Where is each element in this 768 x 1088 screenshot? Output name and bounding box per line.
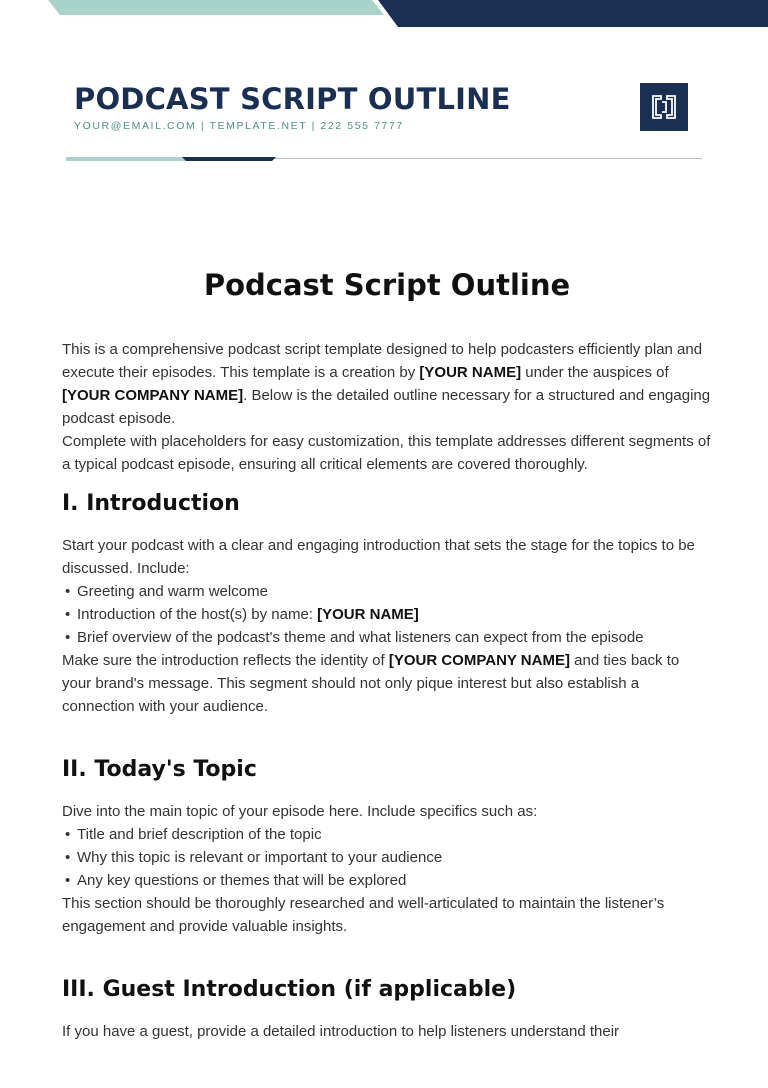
section-heading-introduction: I. Introduction bbox=[62, 491, 240, 516]
divider-teal-accent bbox=[66, 157, 188, 161]
intro-paragraph bbox=[62, 338, 712, 430]
document-body bbox=[62, 268, 712, 1043]
list-item: • Brief overview of the podcast's theme and what listeners can expect from the episode bbox=[62, 626, 712, 649]
divider-navy-accent bbox=[182, 157, 276, 161]
intro-paragraph-2: Complete with placeholders for easy customization, this template addresses different segments of a typical podcast episode, ensuring all critical elements are covered thoroughly. bbox=[62, 433, 711, 473]
document-title: Podcast Script Outline bbox=[203, 268, 571, 302]
section-closing: This section should be thoroughly researched and well-articulated to maintain the listener’s engagement and provide valuable insights. bbox=[62, 895, 665, 935]
logo-glyph-icon bbox=[650, 93, 678, 121]
bullet-list bbox=[62, 580, 712, 649]
teal-banner-stripe bbox=[48, 0, 384, 15]
list-item: • Any key questions or themes that will be explored bbox=[62, 869, 712, 892]
section-lead: If you have a guest, provide a detailed introduction to help listeners understand their bbox=[62, 1023, 620, 1040]
section-lead: Dive into the main topic of your episode here. Include specifics such as: bbox=[62, 803, 538, 820]
closing-text: Make sure the introduction reflects the identity of bbox=[62, 652, 389, 669]
section-heading-todays-topic: II. Today's Topic bbox=[62, 757, 257, 782]
list-item-text: Introduction of the host(s) by name: bbox=[77, 606, 318, 623]
top-decorative-banner bbox=[0, 0, 768, 28]
placeholder-company-name: [YOUR COMPANY NAME] bbox=[388, 652, 570, 669]
list-item: • Greeting and warm welcome bbox=[62, 580, 712, 603]
section-heading-guest-introduction: III. Guest Introduction (if applicable) bbox=[62, 977, 517, 1002]
placeholder-company-name: [YOUR COMPANY NAME] bbox=[62, 387, 244, 404]
contact-line: YOUR@EMAIL.COM | TEMPLATE.NET | 222 555 7777 bbox=[74, 120, 404, 132]
intro-text: This is a comprehensive podcast script template designed to help podcasters efficiently plan and execute their episodes. This template is a creation by bbox=[62, 341, 703, 381]
template-logo-icon bbox=[640, 83, 688, 131]
header-divider bbox=[66, 157, 702, 163]
navy-banner-stripe bbox=[378, 0, 768, 27]
placeholder-your-name: [YOUR NAME] bbox=[317, 606, 419, 623]
section-lead: Start your podcast with a clear and engaging introduction that sets the stage for the topics to be discussed. Include: bbox=[62, 537, 695, 577]
intro-text: under the auspices of bbox=[521, 364, 669, 381]
list-item bbox=[62, 603, 712, 626]
closing-text: and ties back to your brand's message. This segment should not only pique interest but also establish a connection with your audience. bbox=[62, 652, 680, 715]
bullet-list bbox=[62, 823, 712, 892]
section-closing bbox=[62, 649, 712, 718]
brand-title: PODCAST SCRIPT OUTLINE bbox=[74, 82, 511, 116]
list-item: • Title and brief description of the topic bbox=[62, 823, 712, 846]
placeholder-your-name: [YOUR NAME] bbox=[419, 364, 522, 381]
list-item: • Why this topic is relevant or important to your audience bbox=[62, 846, 712, 869]
intro-text: . Below is the detailed outline necessary for a structured and engaging podcast episode. bbox=[62, 387, 711, 427]
document-header bbox=[74, 82, 694, 132]
